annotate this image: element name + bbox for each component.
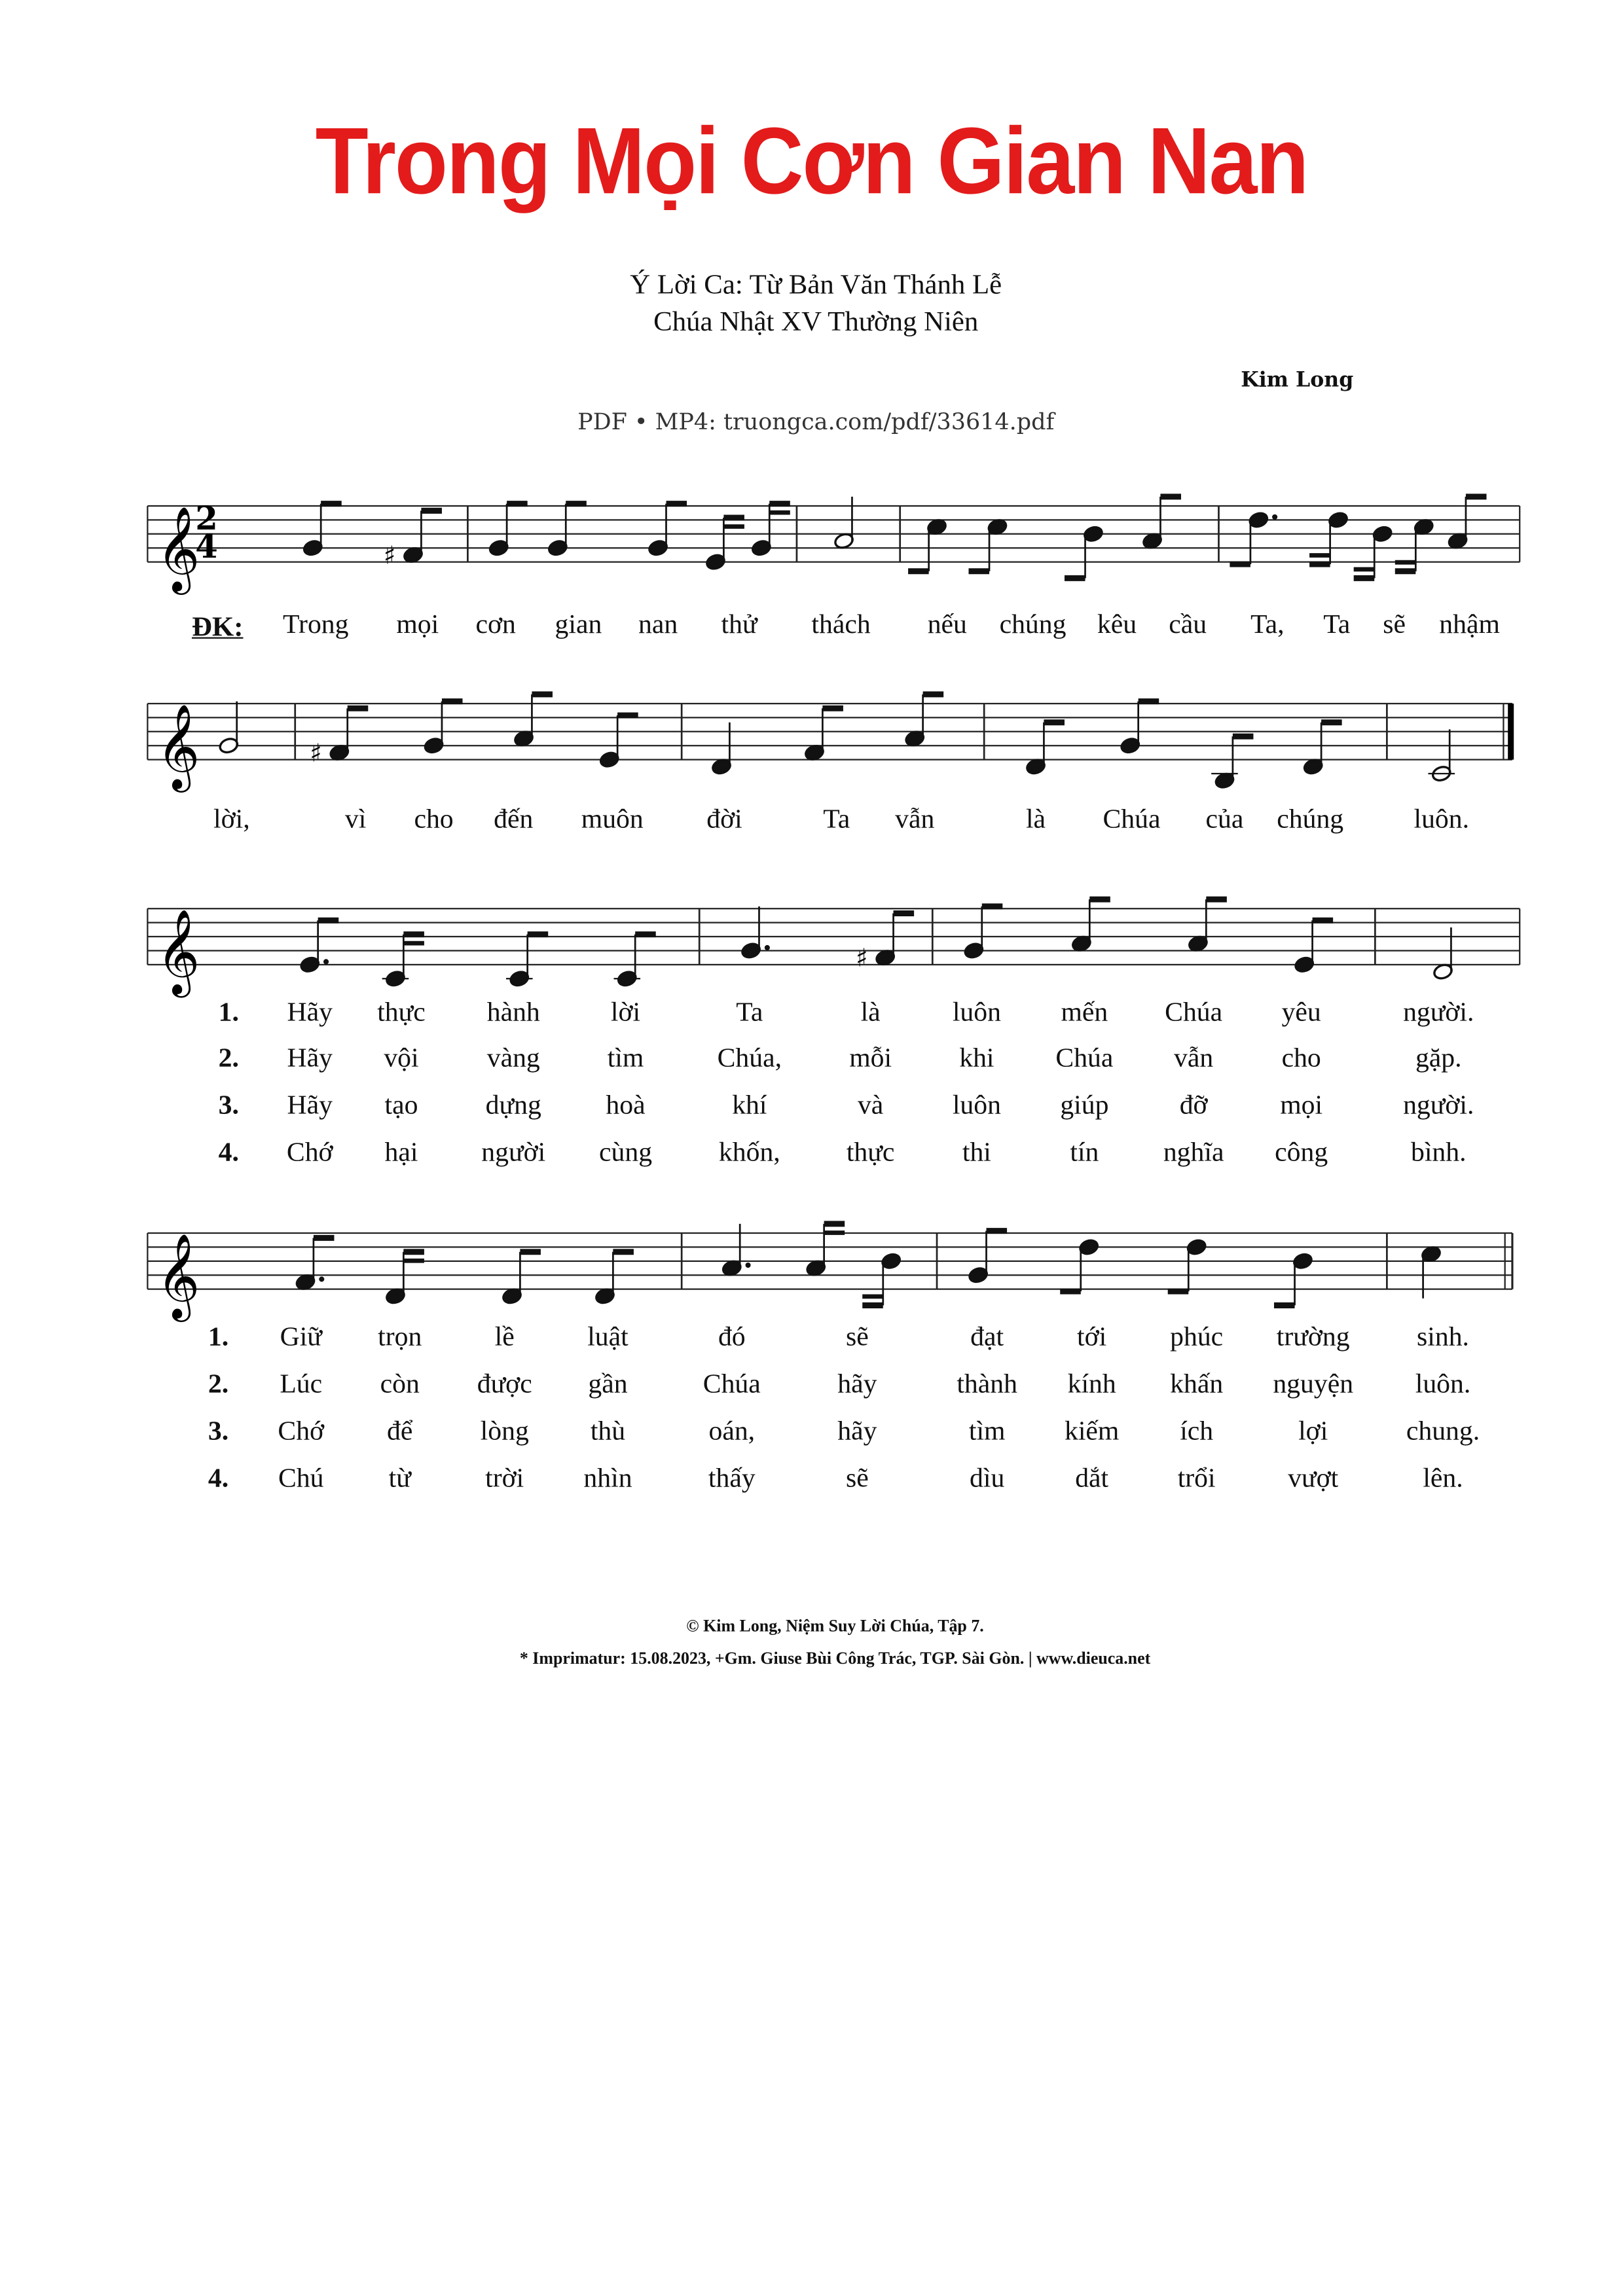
verse-number: 3. [208, 1417, 229, 1447]
lyric-word: tín [1070, 1138, 1099, 1168]
lyric-word: vội [384, 1044, 419, 1074]
lyric-word: sinh. [1417, 1323, 1469, 1353]
lyric-word: lợi [1298, 1417, 1328, 1447]
lyric-word: lên. [1423, 1464, 1463, 1494]
lyric-word: Chớ [286, 1138, 333, 1168]
lyric-word: trường [1276, 1323, 1350, 1353]
lyric-word: là [860, 998, 881, 1028]
verse-number: 2. [218, 1044, 239, 1074]
treble-clef-icon: 𝄞 [156, 907, 200, 994]
lyric-word: và [857, 1091, 884, 1121]
lyric-word: mọi [1280, 1091, 1323, 1121]
lyric-word: hại [384, 1138, 418, 1168]
treble-clef-icon: 𝄞 [156, 1232, 200, 1319]
verse-number: 1. [208, 1323, 229, 1353]
lyric-word: chúng [999, 610, 1067, 641]
lyric-word: thử [721, 610, 757, 641]
lyric-word: Lúc [280, 1370, 323, 1400]
lyric-word: Giữ [280, 1323, 322, 1353]
lyric-word: thực [846, 1138, 895, 1168]
treble-clef-icon: 𝄞 [156, 505, 200, 592]
lyric-word: gần [588, 1370, 628, 1400]
lyric-word: người [481, 1138, 546, 1168]
verse-number: 1. [218, 998, 239, 1028]
lyric-word: nguyện [1273, 1370, 1354, 1400]
lyric-word: thấy [708, 1464, 756, 1494]
sharp-icon: ♯ [856, 943, 868, 973]
lyric-word: kính [1067, 1370, 1116, 1400]
lyric-word: tới [1077, 1323, 1107, 1353]
lyric-word: gian [555, 610, 602, 641]
lyric-word: Hãy [287, 1044, 333, 1074]
lyric-word: lời [610, 998, 641, 1028]
note-dot [746, 1263, 751, 1268]
lyric-word: Hãy [287, 998, 333, 1028]
sharp-icon: ♯ [383, 541, 396, 571]
lyric-word: kiếm [1064, 1417, 1120, 1447]
lyric-word: được [477, 1370, 532, 1400]
lyric-word: luôn. [1413, 805, 1470, 835]
lyric-word: muôn [581, 805, 644, 835]
verse-number: 3. [218, 1091, 239, 1121]
lyric-word: từ [388, 1464, 411, 1494]
lyric-word: dắt [1075, 1464, 1109, 1494]
lyric-word: vượt [1288, 1464, 1339, 1494]
lyric-word: hoà [606, 1091, 646, 1121]
lyric-word: mọi [396, 610, 439, 641]
note-dot [1272, 514, 1277, 520]
lyric-word: nếu [927, 610, 967, 641]
lyric-word: thi [962, 1138, 991, 1168]
lyric-word: luôn. [1415, 1370, 1471, 1400]
lyric-word: luôn [952, 998, 1001, 1028]
note-dot [319, 1276, 324, 1282]
verse-number: 2. [208, 1370, 229, 1400]
lyric-word: mỗi [849, 1044, 892, 1074]
lyric-word: tạo [384, 1091, 418, 1121]
lyric-word: lề [494, 1323, 515, 1353]
lyric-word: sẽ [1383, 610, 1406, 641]
subtitle-line-2: Chúa Nhật XV Thường Niên [653, 306, 979, 338]
lyric-word: lòng [480, 1417, 529, 1447]
lyric-word: phúc [1170, 1323, 1224, 1353]
lyric-word: thách [811, 610, 871, 641]
lyric-word: đến [494, 805, 534, 835]
lyric-word: Ta, [1250, 610, 1285, 641]
lyric-word: Chúa [1055, 1044, 1114, 1074]
lyric-word: vẫn [895, 805, 935, 835]
verse-number: 4. [208, 1464, 229, 1494]
lyric-word: tìm [968, 1417, 1006, 1447]
lyric-word: sẽ [845, 1323, 869, 1353]
song-title: Trong Mọi Cơn Gian Nan [315, 107, 1308, 214]
lyric-word: vàng [486, 1044, 540, 1074]
lyric-word: cho [1281, 1044, 1321, 1074]
note-dot [765, 945, 770, 950]
lyric-word: yêu [1281, 998, 1321, 1028]
lyric-word: Chúa [1165, 998, 1223, 1028]
verse-number: 4. [218, 1138, 239, 1168]
lyric-word: giúp [1060, 1091, 1109, 1121]
lyric-word: cùng [598, 1138, 653, 1168]
lyric-word: cho [414, 805, 454, 835]
lyric-word: còn [380, 1370, 420, 1400]
lyric-word: nhìn [583, 1464, 632, 1494]
lyric-word: thù [590, 1417, 626, 1447]
lyric-word: trổi [1177, 1464, 1216, 1494]
lyric-word: nan [638, 610, 678, 641]
lyric-word: Ta [736, 998, 763, 1028]
lyric-word: luôn [952, 1091, 1001, 1121]
lyric-word: thành [957, 1370, 1017, 1400]
lyric-word: đó [718, 1323, 746, 1353]
lyric-word: nghĩa [1163, 1138, 1224, 1168]
lyric-word: Chúa [1103, 805, 1161, 835]
lyric-word: hãy [837, 1417, 877, 1447]
pdf-link[interactable]: PDF • MP4: truongca.com/pdf/33614.pdf [577, 408, 1055, 435]
time-signature: 4 [195, 526, 218, 565]
composer: Kim Long [1241, 368, 1354, 393]
lyric-word: khí [732, 1091, 767, 1121]
refrain-label: ĐK: [191, 612, 244, 643]
lyric-word: Ta [823, 805, 850, 835]
imprimatur[interactable]: * Imprimatur: 15.08.2023, +Gm. Giuse Bùi Công Trác, TGP. Sài Gòn. | www.dieuca.net [519, 1650, 1151, 1668]
lyric-word: lời, [213, 805, 250, 835]
lyric-word: cơn [475, 610, 516, 641]
lyric-word: thực [377, 998, 426, 1028]
lyric-word: trời [485, 1464, 524, 1494]
lyric-word: Hãy [287, 1091, 333, 1121]
note-dot [323, 959, 329, 964]
lyric-word: công [1275, 1138, 1328, 1168]
treble-clef-icon: 𝄞 [156, 702, 200, 789]
lyric-word: hành [486, 998, 540, 1028]
lyric-word: dìu [970, 1464, 1005, 1494]
lyric-word: sẽ [845, 1464, 869, 1494]
sharp-icon: ♯ [310, 738, 322, 768]
lyric-word: oán, [708, 1417, 756, 1447]
lyric-word: là [1025, 805, 1046, 835]
lyric-word: Chú [278, 1464, 324, 1494]
lyric-word: gặp. [1415, 1044, 1462, 1074]
copyright: © Kim Long, Niệm Suy Lời Chúa, Tập 7. [686, 1618, 984, 1636]
final-barline [1508, 704, 1514, 760]
lyric-word: bình. [1410, 1138, 1467, 1168]
lyric-word: Ta [1323, 610, 1351, 641]
lyric-word: Chớ [278, 1417, 325, 1447]
subtitle-line-1: Ý Lời Ca: Từ Bản Văn Thánh Lễ [630, 270, 1002, 301]
lyric-word: người. [1403, 1091, 1474, 1121]
lyric-word: chúng [1277, 805, 1344, 835]
lyric-word: của [1205, 805, 1244, 835]
lyric-word: mến [1061, 998, 1108, 1028]
lyric-word: vẫn [1174, 1044, 1214, 1074]
lyric-word: khốn, [718, 1138, 780, 1168]
lyric-word: khấn [1170, 1370, 1224, 1400]
lyric-word: nhậm [1439, 610, 1500, 641]
lyric-word: người. [1403, 998, 1474, 1028]
lyric-word: luật [587, 1323, 629, 1353]
lyric-word: vì [344, 805, 367, 835]
lyric-word: kêu [1097, 610, 1137, 641]
lyric-word: ích [1180, 1417, 1214, 1447]
lyric-word: tìm [607, 1044, 644, 1074]
lyric-word: hãy [837, 1370, 877, 1400]
lyric-word: khi [959, 1044, 994, 1074]
lyric-word: đời [706, 805, 742, 835]
lyric-word: cầu [1169, 610, 1207, 641]
time-signature: 2 [195, 499, 218, 538]
lyric-word: đạt [970, 1323, 1004, 1353]
lyric-word: dựng [485, 1091, 541, 1121]
lyric-word: Chúa [702, 1370, 761, 1400]
lyric-word: để [387, 1417, 413, 1447]
lyric-word: Trong [283, 610, 349, 641]
lyric-word: đỡ [1179, 1091, 1208, 1121]
lyric-word: Chúa, [717, 1044, 782, 1074]
lyric-word: trọn [378, 1323, 422, 1353]
lyric-word: chung. [1406, 1417, 1480, 1447]
